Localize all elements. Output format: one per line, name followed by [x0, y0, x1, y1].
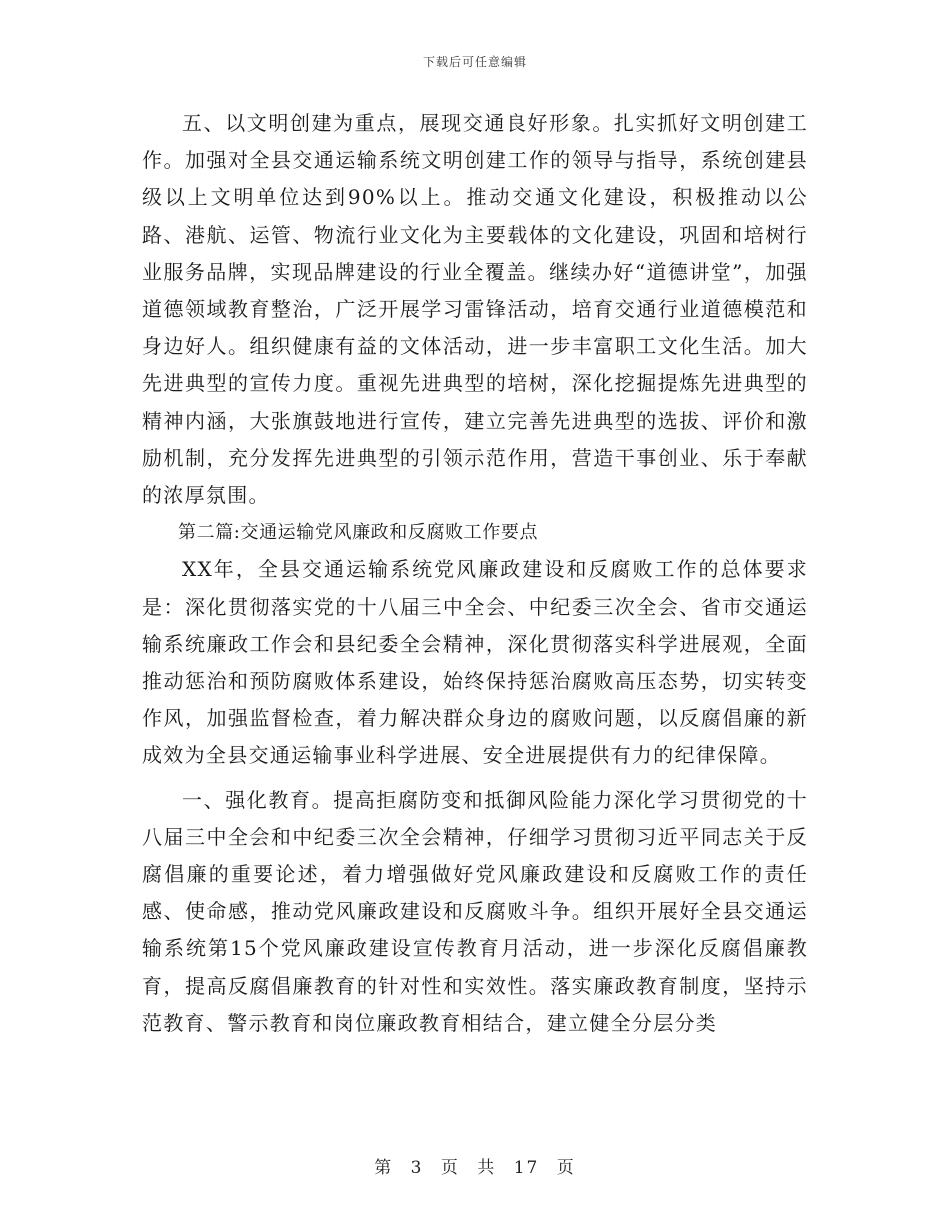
header-note: 下载后可任意编辑 — [422, 55, 527, 69]
page-footer — [0, 1153, 950, 1178]
footer-total-pages: 17 — [513, 1158, 540, 1178]
footer-total-label: 共 — [477, 1158, 497, 1178]
footer-page-word: 页 — [440, 1158, 460, 1178]
paragraph-gap — [142, 775, 808, 782]
document-body — [142, 105, 808, 1042]
footer-prefix: 第 — [374, 1158, 394, 1178]
paragraph-intro: XX年，全县交通运输系统党风廉政建设和反腐败工作的总体要求是：深化贯彻落实党的十八届三中全会、中纪委三次全会、省市交通运输系统廉政工作会和县纪委全会精神，深化贯彻落实科学进展观，全面推动惩治和预防腐败体系建设，始终保持惩治腐败高压态势，切实转变作风，加强监督检查，着力解决群众身边的腐败问题，以反腐倡廉的新成效为全县交通运输事业科学进展、安全进展提供有力的纪律保障。 — [142, 557, 808, 768]
section-title: 第二篇:交通运输党风廉政和反腐败工作要点 — [178, 522, 539, 544]
paragraph-education: 一、强化教育。提高拒腐防变和抵御风险能力深化学习贯彻党的十八届三中全会和中纪委三次全会精神，仔细学习贯彻习近平同志关于反腐倡廉的重要论述，着力增强做好党风廉政建设和反腐败工作的责任感、使命感，推动党风廉政建设和反腐败斗争。组织开展好全县交通运输系统第15个党风廉政建设宣传教育月活动，进一步深化反腐倡廉教育，提高反腐倡廉教育的针对性和实效性。落实廉政教育制度，坚持示范教育、警示教育和岗位廉政教育相结合，建立健全分层分类 — [142, 787, 808, 1035]
footer-suffix: 页 — [556, 1158, 576, 1178]
footer-page-number: 3 — [410, 1158, 424, 1178]
paragraph-civilization: 五、以文明创建为重点，展现交通良好形象。扎实抓好文明创建工作。加强对全县交通运输系统文明创建工作的领导与指导，系统创建县级以上文明单位达到90%以上。推动交通文化建设，积极推动以公路、港航、运管、物流行业文化为主要载体的文化建设，巩固和培树行业服务品牌，实现品牌建设的行业全覆盖。继续办好“道德讲堂”，加强道德领域教育整治，广泛开展学习雷锋活动，培育交通行业道德模范和身边好人。组织健康有益的文体活动，进一步丰富职工文化生活。加大先进典型的宣传力度。重视先进典型的培树，深化挖掘提炼先进典型的精神内涵，大张旗鼓地进行宣传，建立完善先进典型的选拔、评价和激励机制，充分发挥先进典型的引领示范作用，营造干事创业、乐于奉献的浓厚氛围。 — [142, 111, 808, 508]
